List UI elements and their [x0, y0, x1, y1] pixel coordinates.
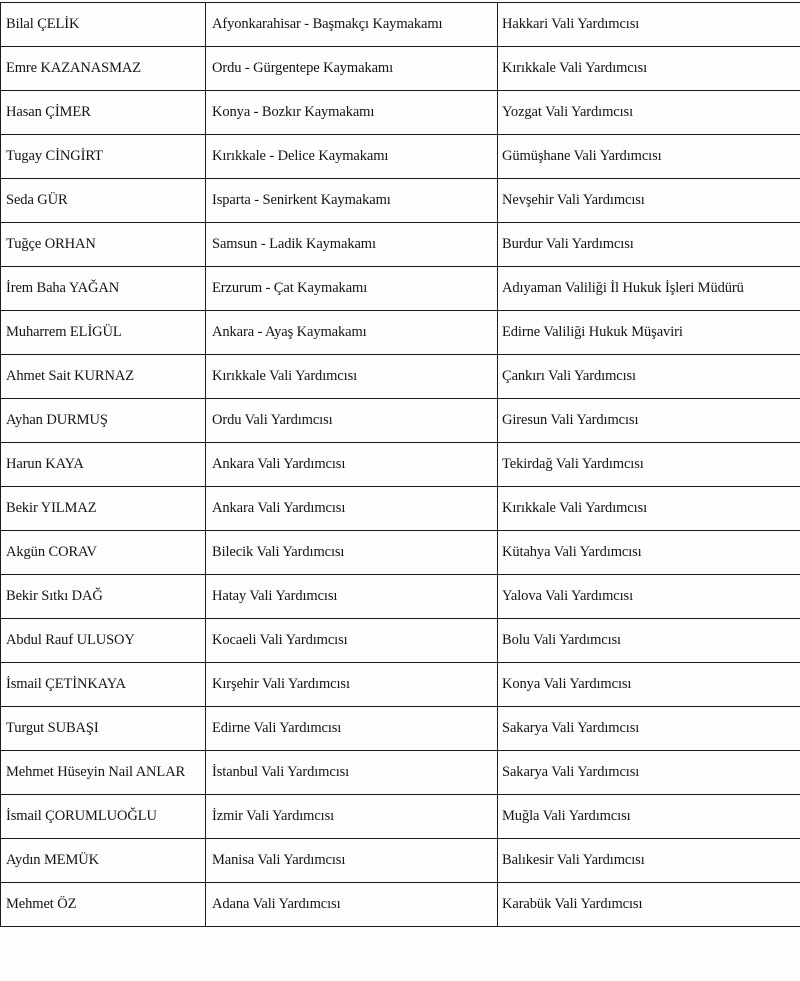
previous-post-cell: Kırşehir Vali Yardımcısı — [206, 663, 498, 707]
previous-post-cell: Manisa Vali Yardımcısı — [206, 839, 498, 883]
table-row — [1, 839, 800, 883]
new-post-cell: Sakarya Vali Yardımcısı — [498, 751, 800, 795]
person-name-cell: Bekir YILMAZ — [1, 487, 206, 531]
new-post-cell: Kırıkkale Vali Yardımcısı — [498, 487, 800, 531]
previous-post-cell: İstanbul Vali Yardımcısı — [206, 751, 498, 795]
previous-post-cell: Ankara - Ayaş Kaymakamı — [206, 311, 498, 355]
table-row — [1, 663, 800, 707]
person-name-cell: Aydın MEMÜK — [1, 839, 206, 883]
previous-post-cell: Kırıkkale Vali Yardımcısı — [206, 355, 498, 399]
appointment-table — [0, 2, 800, 927]
previous-post-cell: Isparta - Senirkent Kaymakamı — [206, 179, 498, 223]
previous-post-cell: Afyonkarahisar - Başmakçı Kaymakamı — [206, 3, 498, 47]
previous-post-cell: Kırıkkale - Delice Kaymakamı — [206, 135, 498, 179]
table-row — [1, 487, 800, 531]
table-row — [1, 443, 800, 487]
new-post-cell: Gümüşhane Vali Yardımcısı — [498, 135, 800, 179]
person-name-cell: Abdul Rauf ULUSOY — [1, 619, 206, 663]
table-row — [1, 3, 800, 47]
table-row — [1, 751, 800, 795]
new-post-cell: Çankırı Vali Yardımcısı — [498, 355, 800, 399]
person-name-cell: Tuğçe ORHAN — [1, 223, 206, 267]
person-name-cell: Mehmet ÖZ — [1, 883, 206, 927]
new-post-cell: Konya Vali Yardımcısı — [498, 663, 800, 707]
previous-post-cell: İzmir Vali Yardımcısı — [206, 795, 498, 839]
person-name-cell: Tugay CİNGİRT — [1, 135, 206, 179]
appointment-table-body — [1, 3, 800, 927]
person-name-cell: Mehmet Hüseyin Nail ANLAR — [1, 751, 206, 795]
person-name-cell: Bilal ÇELİK — [1, 3, 206, 47]
new-post-cell: Balıkesir Vali Yardımcısı — [498, 839, 800, 883]
new-post-cell: Muğla Vali Yardımcısı — [498, 795, 800, 839]
new-post-cell: Hakkari Vali Yardımcısı — [498, 3, 800, 47]
table-row — [1, 311, 800, 355]
previous-post-cell: Edirne Vali Yardımcısı — [206, 707, 498, 751]
new-post-cell: Yozgat Vali Yardımcısı — [498, 91, 800, 135]
table-row — [1, 223, 800, 267]
previous-post-cell: Konya - Bozkır Kaymakamı — [206, 91, 498, 135]
person-name-cell: Bekir Sıtkı DAĞ — [1, 575, 206, 619]
person-name-cell: Muharrem ELİGÜL — [1, 311, 206, 355]
previous-post-cell: Ordu - Gürgentepe Kaymakamı — [206, 47, 498, 91]
table-row — [1, 707, 800, 751]
table-row — [1, 47, 800, 91]
previous-post-cell: Bilecik Vali Yardımcısı — [206, 531, 498, 575]
previous-post-cell: Kocaeli Vali Yardımcısı — [206, 619, 498, 663]
table-row — [1, 267, 800, 311]
new-post-cell: Adıyaman Valiliği İl Hukuk İşleri Müdürü — [498, 267, 800, 311]
previous-post-cell: Ankara Vali Yardımcısı — [206, 487, 498, 531]
table-row — [1, 883, 800, 927]
table-row — [1, 355, 800, 399]
person-name-cell: İsmail ÇETİNKAYA — [1, 663, 206, 707]
new-post-cell: Yalova Vali Yardımcısı — [498, 575, 800, 619]
table-row — [1, 135, 800, 179]
person-name-cell: Harun KAYA — [1, 443, 206, 487]
new-post-cell: Sakarya Vali Yardımcısı — [498, 707, 800, 751]
person-name-cell: Akgün CORAV — [1, 531, 206, 575]
new-post-cell: Kütahya Vali Yardımcısı — [498, 531, 800, 575]
table-row — [1, 531, 800, 575]
new-post-cell: Nevşehir Vali Yardımcısı — [498, 179, 800, 223]
new-post-cell: Giresun Vali Yardımcısı — [498, 399, 800, 443]
previous-post-cell: Ankara Vali Yardımcısı — [206, 443, 498, 487]
new-post-cell: Karabük Vali Yardımcısı — [498, 883, 800, 927]
new-post-cell: Kırıkkale Vali Yardımcısı — [498, 47, 800, 91]
previous-post-cell: Samsun - Ladik Kaymakamı — [206, 223, 498, 267]
previous-post-cell: Adana Vali Yardımcısı — [206, 883, 498, 927]
person-name-cell: Ahmet Sait KURNAZ — [1, 355, 206, 399]
person-name-cell: Seda GÜR — [1, 179, 206, 223]
previous-post-cell: Erzurum - Çat Kaymakamı — [206, 267, 498, 311]
table-row — [1, 399, 800, 443]
table-row — [1, 575, 800, 619]
table-row — [1, 91, 800, 135]
table-row — [1, 619, 800, 663]
previous-post-cell: Hatay Vali Yardımcısı — [206, 575, 498, 619]
previous-post-cell: Ordu Vali Yardımcısı — [206, 399, 498, 443]
person-name-cell: Hasan ÇİMER — [1, 91, 206, 135]
new-post-cell: Edirne Valiliği Hukuk Müşaviri — [498, 311, 800, 355]
table-row — [1, 795, 800, 839]
person-name-cell: Ayhan DURMUŞ — [1, 399, 206, 443]
person-name-cell: Turgut SUBAŞI — [1, 707, 206, 751]
new-post-cell: Bolu Vali Yardımcısı — [498, 619, 800, 663]
person-name-cell: İrem Baha YAĞAN — [1, 267, 206, 311]
person-name-cell: İsmail ÇORUMLUOĞLU — [1, 795, 206, 839]
person-name-cell: Emre KAZANASMAZ — [1, 47, 206, 91]
new-post-cell: Tekirdağ Vali Yardımcısı — [498, 443, 800, 487]
new-post-cell: Burdur Vali Yardımcısı — [498, 223, 800, 267]
table-row — [1, 179, 800, 223]
